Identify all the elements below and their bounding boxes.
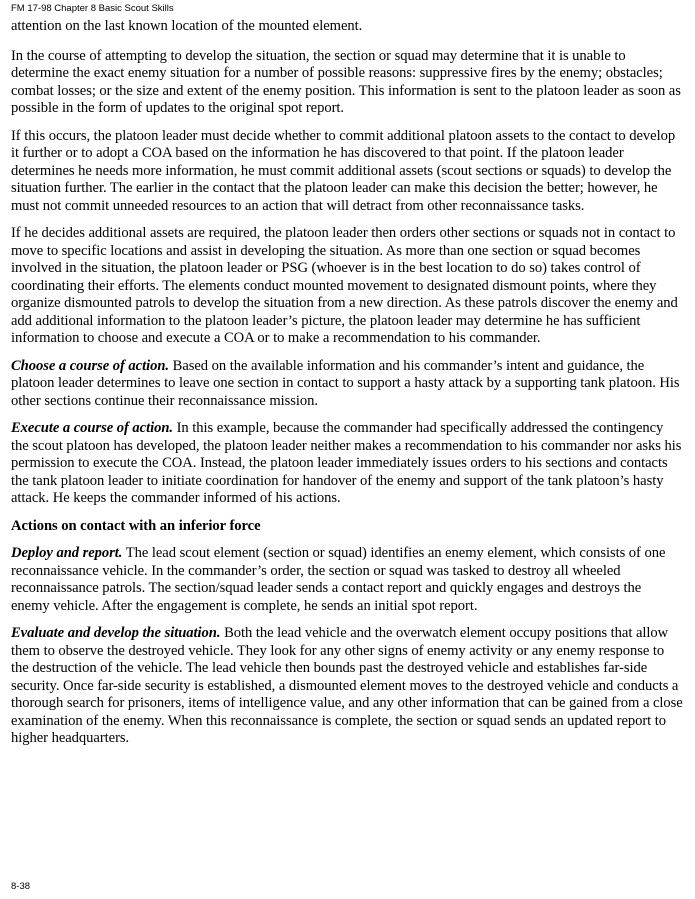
paragraph-execute-coa xyxy=(11,420,683,508)
page-number: 8-38 xyxy=(11,881,31,892)
document-body xyxy=(11,18,683,758)
lead-choose-coa: Choose a course of action. xyxy=(11,357,170,374)
text-choose-coa: Based on the available information and his commander’s intent and guidance, the platoon leader determines to leave one section in contact to support a hasty attack by a supporting tank platoon. His other sections continue their reconnaissance mission. xyxy=(11,357,680,409)
paragraph-additional-assets: If he decides additional assets are required, the platoon leader then orders other sections or squads not in contact to move to specific locations and assist in developing the situation. As more than one section or squad becomes involved in the situation, the platoon leader or PSG (whoever is in the best location to do so) takes control of coordinating their efforts. The elements conduct mounted movement to designated dismount points, where they organize dismounted patrols to develop the situation from a new direction. As these patrols discover the enemy and add additional information to the platoon leader’s picture, the platoon leader may determine he has sufficient information to choose and execute a COA or to make a recommendation to his commander. xyxy=(11,225,678,346)
running-head: FM 17-98 Chapter 8 Basic Scout Skills xyxy=(11,3,174,14)
section-heading: Actions on contact with an inferior force xyxy=(11,517,261,534)
paragraph-unable-to-determine: In the course of attempting to develop the situation, the section or squad may determine that it is unable to determine the exact enemy situation for a number of possible reasons: suppressive fires by the enemy; obstacles; combat losses; or the size and extent of the enemy position. This information is sent to the platoon leader as soon as possible in the form of updates to the original spot report. xyxy=(11,47,681,116)
paragraph-continuation: attention on the last known location of the mounted element. xyxy=(11,18,363,34)
paragraph-deploy-report xyxy=(11,545,683,615)
paragraph-evaluate-develop xyxy=(11,625,683,748)
lead-execute-coa: Execute a course of action. xyxy=(11,420,174,436)
lead-evaluate-develop: Evaluate and develop the situation. xyxy=(11,625,221,641)
text-deploy-report: The lead scout element (section or squad) identifies an enemy element, which consists of one reconnaissance vehicle. In the commander’s order, the section or squad was tasked to destroy all wheeled reconnaissance patrols. The section/squad leader sends a contact report and quickly engages and destroys the enemy vehicle. After the engagement is complete, he sends an initial spot report. xyxy=(11,545,666,614)
paragraph-commit-assets: If this occurs, the platoon leader must decide whether to commit additional platoon assets to the contact to develop it further or to adopt a COA based on the information he has discovered to that point. If the platoon leader determines he needs more information, he must commit additional assets (scout sections or squads) to develop the situation further. The earlier in the contact that the platoon leader can make this decision the better; however, he must not commit unneeded resources to an action that will detract from other reconnaissance tasks. xyxy=(11,127,676,214)
text-evaluate-develop: Both the lead vehicle and the overwatch element occupy positions that allow them to observe the destroyed vehicle. They look for any other signs of enemy activity or any enemy response to the destruction of the vehicle. The lead vehicle then bounds past the destroyed vehicle and establishes far-side security. Once far-side security is established, a dismounted element moves to the destroyed vehicle and conducts a thorough search for prisoners, items of intelligence value, and any other information that can be gained from a close examination of the enemy. When this reconnaissance is complete, the section or squad sends an updated report to higher headquarters. xyxy=(11,625,683,746)
paragraph-choose-coa xyxy=(11,358,683,411)
lead-deploy-report: Deploy and report. xyxy=(11,545,123,561)
text-execute-coa: In this example, because the commander had specifically addressed the contingency the scout platoon has developed, the platoon leader neither makes a recommendation to his commander nor asks his permission to execute the COA. Instead, the platoon leader immediately issues orders to his sections and contacts the tank platoon leader to initiate coordination for handover of the enemy and support of the tank platoon’s hasty attack. He keeps the commander informed of his actions. xyxy=(11,420,682,506)
